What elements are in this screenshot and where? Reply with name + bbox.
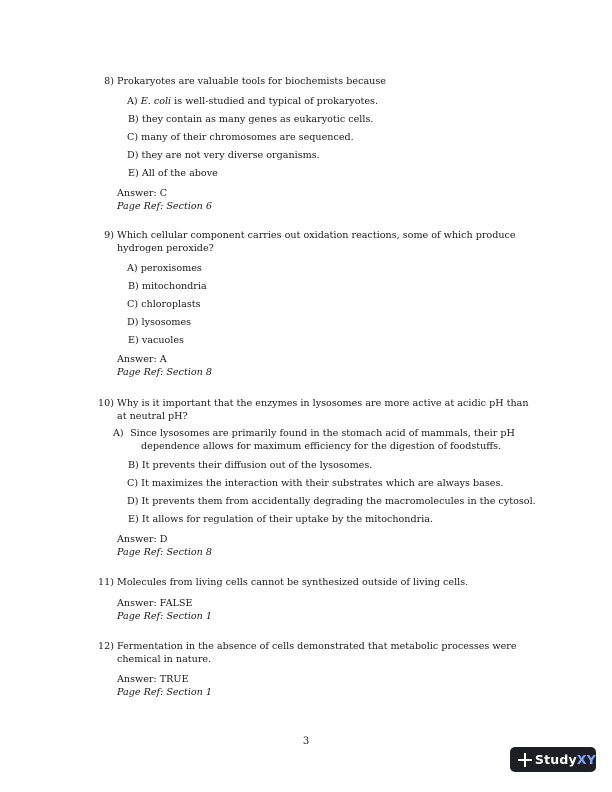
- option-letter: E): [128, 514, 139, 525]
- option-letter: C): [127, 478, 139, 489]
- brand-name-accent: XY: [576, 752, 596, 767]
- page-number: 3: [302, 736, 310, 747]
- plus-icon: [518, 753, 529, 767]
- option-text: It prevents their diffusion out of the lysosomes.: [141, 460, 373, 471]
- answer: Answer: D: [117, 534, 168, 545]
- answer: Answer: FALSE: [117, 598, 193, 609]
- option-letter: C): [127, 299, 139, 310]
- option-text: It prevents them from accidentally degrading the macromolecules in the cytosol.: [141, 496, 536, 507]
- option-e: [128, 334, 184, 347]
- page-ref: Page Ref: Section 8: [117, 547, 213, 558]
- option-b: [128, 280, 207, 293]
- option-text: lysosomes: [141, 317, 192, 328]
- option-d: [127, 495, 536, 508]
- option-text: It maximizes the interaction with their substrates which are always bases.: [141, 478, 504, 489]
- option-d: [127, 316, 191, 329]
- page-ref: Page Ref: Section 8: [117, 367, 213, 378]
- answer: Answer: A: [117, 354, 167, 365]
- question-number: 10): [98, 398, 114, 409]
- option-c: [127, 298, 201, 311]
- option-letter: D): [127, 150, 139, 161]
- option-letter: B): [128, 114, 139, 125]
- question-text: Fermentation in the absence of cells demonstrated that metabolic processes were chemical in nature.: [117, 641, 517, 665]
- page-ref: Page Ref: Section 6: [117, 201, 213, 212]
- option-e: [128, 167, 218, 180]
- option-letter: A): [127, 96, 138, 107]
- option-letter: C): [127, 132, 139, 143]
- option-b: [128, 459, 372, 472]
- option-text: chloroplasts: [141, 299, 201, 310]
- option-text: many of their chromosomes are sequenced.: [141, 132, 354, 143]
- question-number: 12): [98, 641, 114, 652]
- option-d: [127, 149, 320, 162]
- option-letter: E): [128, 168, 139, 179]
- option-a: [127, 262, 202, 275]
- option-text: All of the above: [141, 168, 218, 179]
- studyxy-logo: [510, 747, 596, 772]
- option-text: vacuoles: [141, 335, 184, 346]
- option-letter: D): [127, 496, 139, 507]
- option-letter: E): [128, 335, 139, 346]
- option-c: [127, 131, 354, 144]
- option-a: A) Since lysosomes are primarily found in the stomach acid of mammals, their pH dependence allows for maximum efficiency for the digestion of foodstuffs.: [113, 428, 515, 452]
- question-text: Why is it important that the enzymes in lysosomes are more active at acidic pH than at neutral pH?: [117, 398, 529, 422]
- option-text: is well-studied and typical of prokaryotes.: [171, 96, 379, 107]
- answer: Answer: C: [117, 188, 168, 199]
- option-e: [128, 513, 433, 526]
- option-letter: D): [127, 317, 139, 328]
- option-b: [128, 113, 373, 126]
- option-text: they contain as many genes as eukaryotic cells.: [141, 114, 374, 125]
- option-c: [127, 477, 503, 490]
- question-number: 11): [98, 577, 114, 588]
- option-text: peroxisomes: [140, 263, 202, 274]
- option-letter: B): [128, 281, 139, 292]
- question-number: 9): [104, 230, 114, 241]
- option-text: mitochondria: [141, 281, 207, 292]
- question-text: Molecules from living cells cannot be synthesized outside of living cells.: [117, 577, 469, 588]
- page-ref: Page Ref: Section 1: [117, 687, 213, 698]
- brand-name-main: Study: [534, 752, 577, 767]
- option-a: [127, 95, 378, 108]
- question-number: 8): [104, 76, 114, 87]
- option-italic-text: E. coli: [140, 96, 172, 107]
- option-letter: B): [128, 460, 139, 471]
- option-text: they are not very diverse organisms.: [141, 150, 320, 161]
- option-text: Since lysosomes are primarily found in the stomach acid of mammals, their pH dependence allows for maximum efficiency for the digestion of foodstuffs.: [130, 428, 515, 452]
- page-ref: Page Ref: Section 1: [117, 611, 213, 622]
- question-text: Which cellular component carries out oxidation reactions, some of which produce hydrogen peroxide?: [117, 230, 516, 254]
- option-letter: A): [127, 263, 138, 274]
- option-text: It allows for regulation of their uptake by the mitochondria.: [141, 514, 434, 525]
- brand-name: [535, 752, 596, 767]
- answer: Answer: TRUE: [117, 674, 189, 685]
- question-text: Prokaryotes are valuable tools for biochemists because: [117, 76, 386, 87]
